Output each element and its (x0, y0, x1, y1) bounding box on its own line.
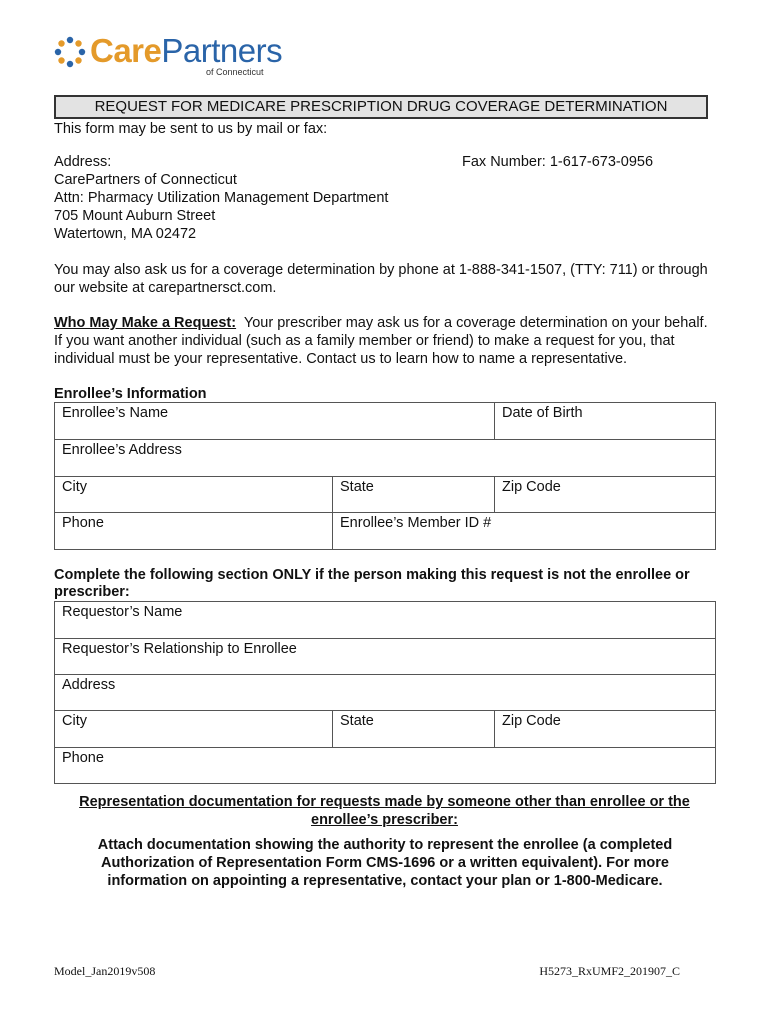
date-of-birth-field[interactable]: Date of Birth (495, 403, 716, 440)
address-line: 705 Mount Auburn Street (54, 208, 216, 224)
requestor-table (54, 601, 716, 784)
enrollee-section-heading: Enrollee’s Information (54, 386, 207, 402)
fax-number: Fax Number: 1-617-673-0956 (462, 154, 654, 170)
who-body: Your prescriber may ask us for a coverage determination on your behalf. If you want another individual (such as a family member or friend) to make a request for you, that individual must be your representative. Contact us to learn how to name a representative. (54, 315, 708, 367)
footer-form-code: H5273_RxUMF2_201907_C (539, 964, 680, 978)
enrollee-address-field[interactable]: Enrollee’s Address (55, 440, 716, 477)
phone-paragraph: You may also ask us for a coverage determination by phone at 1-888-341-1507, (TTY: 711) or through our website at carepartnersct.com. (54, 262, 708, 296)
address-label: Address: (54, 154, 112, 170)
enrollee-table (54, 402, 716, 550)
enrollee-city-field[interactable]: City (55, 477, 333, 513)
carepartners-logo (54, 34, 294, 78)
enrollee-zip-field[interactable]: Zip Code (495, 477, 716, 513)
representation-heading: Representation documentation for requests made by someone other than enrollee or the enrollee’s prescriber: (79, 794, 690, 828)
who-may-request (54, 314, 719, 368)
intro-text: This form may be sent to us by mail or fax: (54, 121, 328, 137)
address-line: Watertown, MA 02472 (54, 226, 197, 242)
requestor-zip-field[interactable]: Zip Code (495, 711, 716, 748)
who-lead: Who May Make a Request: (54, 315, 237, 331)
requestor-name-field[interactable]: Requestor’s Name (55, 602, 716, 639)
requestor-phone-field[interactable]: Phone (55, 748, 716, 784)
requestor-section-heading: Complete the following section ONLY if the person making this request is not the enrollee or prescriber: (54, 567, 690, 600)
enrollee-name-field[interactable]: Enrollee’s Name (55, 403, 495, 440)
representation-instructions: Attach documentation showing the authority to represent the enrollee (a completed Authorization of Representation Form CMS-1696 or a written equivalent). For more information on appointing a representative, contact your plan or 1-800-Medicare. (97, 837, 673, 889)
requestor-city-field[interactable]: City (55, 711, 333, 748)
enrollee-phone-field[interactable]: Phone (55, 513, 333, 550)
form-title: REQUEST FOR MEDICARE PRESCRIPTION DRUG COVERAGE DETERMINATION (54, 95, 708, 119)
requestor-state-field[interactable]: State (333, 711, 495, 748)
requestor-relationship-field[interactable]: Requestor’s Relationship to Enrollee (55, 639, 716, 675)
logo-mark-icon (54, 36, 86, 68)
logo-wordmark: CarePartners (90, 32, 283, 69)
address-line: CarePartners of Connecticut (54, 172, 237, 188)
footer-model-code: Model_Jan2019v508 (54, 964, 156, 978)
logo-subtitle: of Connecticut (206, 67, 264, 77)
requestor-address-field[interactable]: Address (55, 675, 716, 711)
mailing-address (54, 153, 388, 243)
member-id-field[interactable]: Enrollee’s Member ID # (333, 513, 716, 550)
enrollee-state-field[interactable]: State (333, 477, 495, 513)
address-line: Attn: Pharmacy Utilization Management Department (54, 190, 389, 206)
